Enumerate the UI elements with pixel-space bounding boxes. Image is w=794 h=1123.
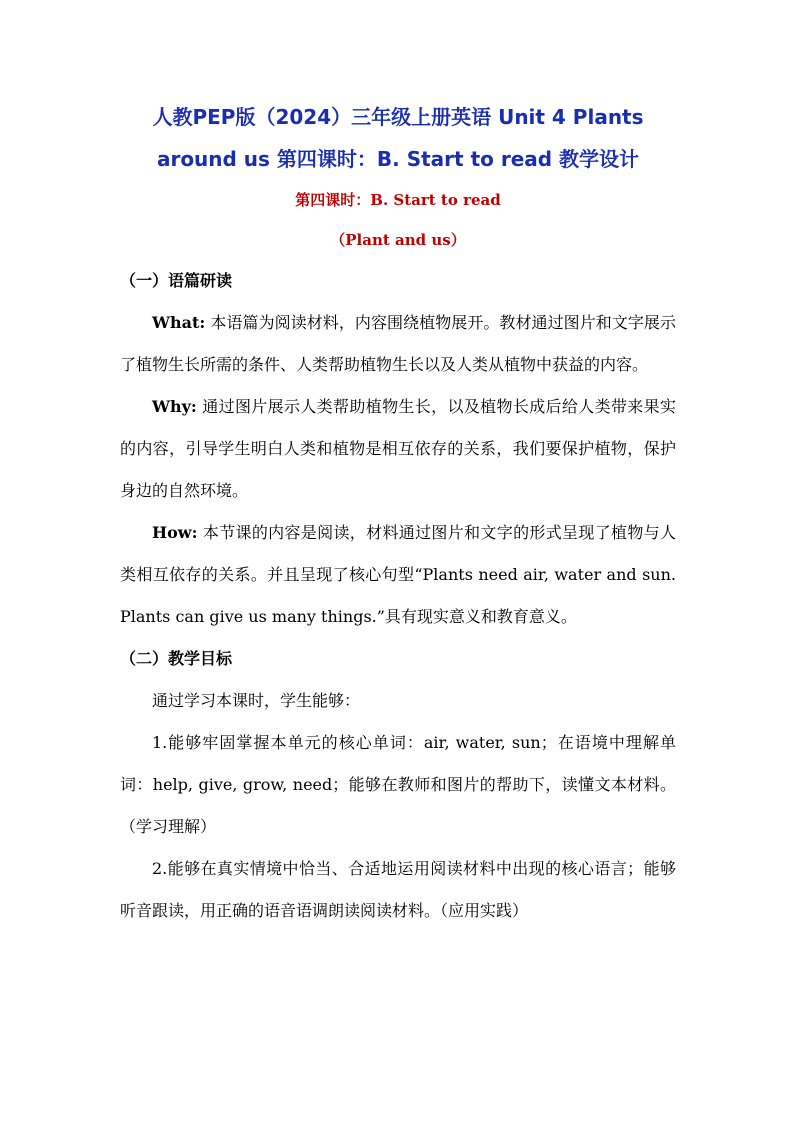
goal-1: 1.能够牢固掌握本单元的核心单词：air, water, sun；在语境中理解单词：help, give, grow, need；能够在教师和图片的帮助下，读懂文本材料。（学习理解） [120,733,676,836]
how-paragraph [120,512,676,638]
why-paragraph [120,386,676,512]
what-text: 本语篇为阅读材料，内容围绕植物展开。教材通过图片和文字展示了植物生长所需的条件、人类帮助植物生长以及人类从植物中获益的内容。 [120,313,676,374]
how-label: How: [152,523,198,542]
document-title [120,96,676,180]
title-line-2: around us 第四课时：B. Start to read 教学设计 [156,147,640,171]
what-paragraph [120,302,676,386]
section-heading-text-analysis: （一）语篇研读 [120,271,233,290]
title-line-1: 人教PEP版（2024）三年级上册英语 Unit 4 Plants [152,105,644,129]
lesson-subtitle: 第四课时：B. Start to read [295,191,501,209]
why-text: 通过图片展示人类帮助植物生长，以及植物长成后给人类带来果实的内容，引导学生明白人类和植物是相互依存的关系，我们要保护植物，保护身边的自然环境。 [120,397,676,500]
document-page [120,96,676,932]
section-heading-teaching-goals: （二）教学目标 [120,649,233,668]
what-label: What: [152,313,206,332]
goal-2: 2.能够在真实情境中恰当、合适地运用阅读材料中出现的核心语言；能够听音跟读，用正确的语音语调朗读阅读材料。（应用实践） [120,859,676,920]
how-text: 本节课的内容是阅读，材料通过图片和文字的形式呈现了植物与人类相互依存的关系。并且呈现了核心句型“Plants need air, water and sun. Plants can give us many things.”具有现实意义和教育意义。 [120,523,676,626]
lesson-subtitle-topic: （Plant and us） [330,231,466,249]
goals-intro: 通过学习本课时，学生能够： [152,691,361,710]
why-label: Why: [152,397,197,416]
